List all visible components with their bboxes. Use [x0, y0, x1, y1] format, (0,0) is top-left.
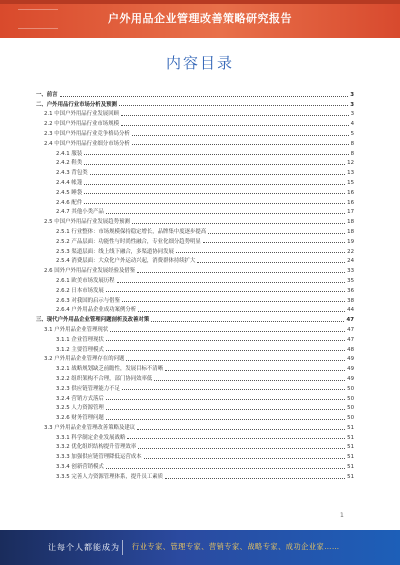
- toc-entry-label: 2.6.4 户外用品企业成功案例分析: [56, 307, 137, 314]
- toc-entry-page: 49: [347, 375, 354, 382]
- toc-entry[interactable]: [36, 382, 354, 392]
- toc-entry-page: 36: [347, 287, 354, 294]
- toc-dot-leader: [84, 193, 345, 194]
- toc-entry[interactable]: [36, 343, 354, 353]
- toc-entry-label: 2.4.6 配件: [56, 199, 83, 206]
- toc-entry-label: 2.5 中国户外用品行业发展趋势预测: [44, 219, 130, 226]
- toc-entry[interactable]: [36, 470, 354, 480]
- toc-entry-label: 3.1 户外用品企业管理现状: [44, 326, 109, 333]
- toc-entry[interactable]: [36, 137, 354, 147]
- toc-entry-page: 44: [347, 307, 354, 314]
- toc-dot-leader: [60, 96, 349, 97]
- toc-entry-page: 51: [347, 424, 354, 431]
- toc-entry-page: 49: [347, 356, 354, 363]
- toc-entry-page: 18: [347, 228, 354, 235]
- toc-dot-leader: [106, 468, 345, 469]
- toc-dot-leader: [122, 301, 345, 302]
- toc-entry[interactable]: [36, 235, 354, 245]
- toc-dot-leader: [84, 154, 348, 155]
- toc-entry-label: 3.3 户外用品企业管理改善策略及建议: [44, 424, 136, 431]
- toc-entry[interactable]: [36, 402, 354, 412]
- toc-entry-label: 2.4.5 睡袋: [56, 189, 83, 196]
- toc-dot-leader: [106, 409, 345, 410]
- toc-dot-leader: [151, 321, 344, 322]
- toc-entry[interactable]: [36, 108, 354, 118]
- toc-entry[interactable]: [36, 206, 354, 216]
- toc-entry[interactable]: [36, 421, 354, 431]
- toc-entry-page: 5: [350, 130, 354, 137]
- toc-entry-label: 2.4.7 其他小类产品: [56, 209, 104, 216]
- toc-entry-label: 2.6.3 对我国的启示与借鉴: [56, 297, 120, 304]
- toc-dot-leader: [121, 125, 349, 126]
- header-top-stripe: [0, 0, 400, 4]
- toc-entry[interactable]: [36, 255, 354, 265]
- toc-entry-label: 3.3.2 优化组织结构提升管理效率: [56, 444, 137, 451]
- toc-dot-leader: [106, 213, 345, 214]
- toc-dot-leader: [176, 252, 345, 253]
- toc-entry-page: 12: [347, 160, 354, 167]
- toc-entry-page: 35: [347, 277, 354, 284]
- toc-entry-page: 51: [347, 464, 354, 471]
- toc-dot-leader: [84, 164, 345, 165]
- toc-entry-page: 19: [347, 238, 354, 245]
- toc-entry-label: 2.6 国外户外用品行业发展经验及借鉴: [44, 268, 136, 275]
- toc-entry-label: 2.5.2 产品层面：功能性与时尚性融合，专业化细分趋势明显: [56, 238, 201, 245]
- toc-entry-page: 47: [347, 336, 354, 343]
- toc-entry-page: 38: [347, 297, 354, 304]
- toc-entry-label: 2.3 中国户外用品行业竞争格局分析: [44, 130, 130, 137]
- toc-dot-leader: [106, 399, 345, 400]
- toc-entry[interactable]: [36, 333, 354, 343]
- toc-entry[interactable]: [36, 264, 354, 274]
- toc-entry-page: 51: [347, 444, 354, 451]
- toc-entry[interactable]: [36, 176, 354, 186]
- toc-entry-label: 2.5.4 消费层面：大众化户外运动兴起，消费群体持续扩大: [56, 258, 196, 265]
- toc-entry-page: 47: [347, 326, 354, 333]
- toc-entry-page: 24: [347, 258, 354, 265]
- toc-dot-leader: [122, 389, 345, 390]
- toc-entry-label: 2.5.3 渠道层面：线上线下融合，多渠道协同发展: [56, 248, 174, 255]
- toc-entry-label: 2.1 中国户外用品行业发展回顾: [44, 111, 119, 118]
- toc-dot-leader: [106, 419, 345, 420]
- toc-entry[interactable]: [36, 372, 354, 382]
- toc-entry-label: 2.2 中国户外用品行业市场规模: [44, 121, 119, 128]
- toc-entry-label: 3.2.2 组织架构不合理，部门协同效率低: [56, 375, 153, 382]
- toc-entry-page: 16: [347, 199, 354, 206]
- toc-entry-page: 50: [347, 405, 354, 412]
- toc-entry[interactable]: [36, 304, 354, 314]
- toc-entry-page: 49: [347, 366, 354, 373]
- toc-entry[interactable]: [36, 294, 354, 304]
- footer-slogan-right: 行业专家、管理专家、营销专家、战略专家、成功企业家……: [132, 542, 340, 551]
- footer-banner: [0, 530, 400, 565]
- report-title: 户外用品企业管理改善策略研究报告: [108, 12, 292, 25]
- page-number: 1: [340, 512, 344, 519]
- toc-dot-leader: [144, 458, 346, 459]
- toc-entry-page: 16: [347, 189, 354, 196]
- toc-entry[interactable]: [36, 196, 354, 206]
- toc-entry-label: 2.4.3 背包类: [56, 170, 88, 177]
- toc-entry-page: 17: [347, 209, 354, 216]
- toc-dot-leader: [165, 478, 345, 479]
- toc-entry-label: 三、现代户外用品企业管理问题剖析及改善对策: [36, 317, 150, 324]
- table-of-contents: [36, 88, 354, 480]
- toc-dot-leader: [106, 340, 345, 341]
- toc-dot-leader: [90, 174, 346, 175]
- toc-dot-leader: [119, 105, 348, 106]
- toc-entry-page: 4: [350, 121, 354, 128]
- toc-entry[interactable]: [36, 127, 354, 137]
- toc-entry-label: 3.3.4 创新营销模式: [56, 464, 104, 471]
- toc-dot-leader: [154, 380, 345, 381]
- toc-entry-label: 3.2.6 财务管理问题: [56, 415, 104, 422]
- toc-entry-label: 3.2.5 人力资源管理: [56, 405, 104, 412]
- toc-entry[interactable]: [36, 313, 354, 323]
- toc-dot-leader: [106, 291, 345, 292]
- report-header-banner: [0, 0, 400, 38]
- toc-entry-label: 3.1.2 主要管理模式: [56, 346, 104, 353]
- toc-dot-leader: [138, 448, 345, 449]
- toc-entry[interactable]: [36, 157, 354, 167]
- toc-dot-leader: [126, 360, 345, 361]
- toc-dot-leader: [132, 135, 349, 136]
- toc-entry-page: 8: [350, 150, 354, 157]
- toc-dot-leader: [121, 115, 349, 116]
- toc-dot-leader: [203, 242, 345, 243]
- toc-entry-label: 3.2.3 供应链管理能力不足: [56, 385, 120, 392]
- toc-entry-label: 3.3.5 完善人力资源管理体系，提升员工素质: [56, 473, 164, 480]
- toc-entry[interactable]: [36, 323, 354, 333]
- toc-entry-page: 48: [347, 346, 354, 353]
- toc-entry[interactable]: [36, 450, 354, 460]
- toc-dot-leader: [127, 438, 345, 439]
- toc-entry-page: 3: [350, 111, 354, 118]
- toc-entry-page: 15: [347, 179, 354, 186]
- toc-entry[interactable]: [36, 88, 354, 98]
- toc-entry-page: 3: [350, 91, 354, 98]
- toc-entry-label: 2.4.2 鞋类: [56, 160, 83, 167]
- toc-entry-page: 33: [347, 268, 354, 275]
- toc-dot-leader: [208, 233, 345, 234]
- toc-dot-leader: [197, 262, 345, 263]
- toc-entry-page: 47: [346, 317, 354, 324]
- toc-entry-page: 8: [350, 140, 354, 147]
- toc-entry-page: 3: [350, 101, 354, 108]
- toc-entry-label: 3.3.1 科学制定企业发展战略: [56, 434, 126, 441]
- toc-entry[interactable]: [36, 147, 354, 157]
- toc-entry-page: 50: [347, 385, 354, 392]
- toc-entry-label: 2.4.4 帐篷: [56, 179, 83, 186]
- toc-entry[interactable]: [36, 411, 354, 421]
- toc-entry[interactable]: [36, 431, 354, 441]
- toc-entry[interactable]: [36, 284, 354, 294]
- footer-slogan-left: 让每个人都能成为: [48, 543, 120, 552]
- toc-entry-label: 2.6.2 日本市场发展: [56, 287, 104, 294]
- toc-entry-label: 二、户外用品行业市场分析及预测: [36, 101, 117, 108]
- toc-dot-leader: [117, 282, 346, 283]
- toc-entry-label: 3.2 户外用品企业管理存在的问题: [44, 356, 125, 363]
- toc-entry-label: 3.2.1 战略规划缺乏前瞻性，发展目标不清晰: [56, 366, 164, 373]
- toc-entry-label: 2.5.1 行业整体：市场规模保持稳定增长，品牌集中度逐步提高: [56, 228, 207, 235]
- toc-entry-label: 2.6.1 欧美市场发展历程: [56, 277, 115, 284]
- toc-dot-leader: [84, 184, 345, 185]
- toc-dot-leader: [106, 350, 345, 351]
- toc-entry-label: 一、前言: [36, 91, 58, 98]
- toc-entry-label: 3.3.3 加强供应链管理降低运营成本: [56, 454, 142, 461]
- toc-entry[interactable]: [36, 245, 354, 255]
- toc-entry[interactable]: [36, 441, 354, 451]
- toc-dot-leader: [132, 223, 345, 224]
- toc-dot-leader: [137, 429, 345, 430]
- toc-entry-label: 3.2.4 营销方式落后: [56, 395, 104, 402]
- toc-entry[interactable]: [36, 225, 354, 235]
- toc-entry-page: 13: [347, 170, 354, 177]
- toc-entry[interactable]: [36, 215, 354, 225]
- toc-dot-leader: [132, 144, 349, 145]
- toc-entry[interactable]: [36, 362, 354, 372]
- toc-dot-leader: [138, 311, 345, 312]
- toc-entry-label: 3.1.1 企业管理现状: [56, 336, 104, 343]
- toc-entry-page: 50: [347, 415, 354, 422]
- toc-entry[interactable]: [36, 392, 354, 402]
- toc-heading: 内容目录: [165, 54, 234, 72]
- toc-entry[interactable]: [36, 186, 354, 196]
- toc-entry-page: 22: [347, 248, 354, 255]
- toc-entry-page: 51: [347, 454, 354, 461]
- toc-entry-label: 2.4 中国户外用品行业细分市场分析: [44, 140, 130, 147]
- toc-dot-leader: [84, 203, 345, 204]
- toc-dot-leader: [137, 272, 345, 273]
- toc-entry[interactable]: [36, 274, 354, 284]
- toc-entry[interactable]: [36, 460, 354, 470]
- toc-dot-leader: [110, 331, 345, 332]
- footer-divider: [122, 540, 123, 555]
- toc-entry-page: 51: [347, 473, 354, 480]
- toc-entry-page: 18: [347, 219, 354, 226]
- toc-entry[interactable]: [36, 117, 354, 127]
- toc-entry[interactable]: [36, 353, 354, 363]
- toc-entry-page: 51: [347, 434, 354, 441]
- toc-entry[interactable]: [36, 98, 354, 108]
- toc-entry-label: 2.4.1 服装: [56, 150, 83, 157]
- toc-dot-leader: [165, 370, 345, 371]
- toc-entry[interactable]: [36, 166, 354, 176]
- toc-entry-page: 50: [347, 395, 354, 402]
